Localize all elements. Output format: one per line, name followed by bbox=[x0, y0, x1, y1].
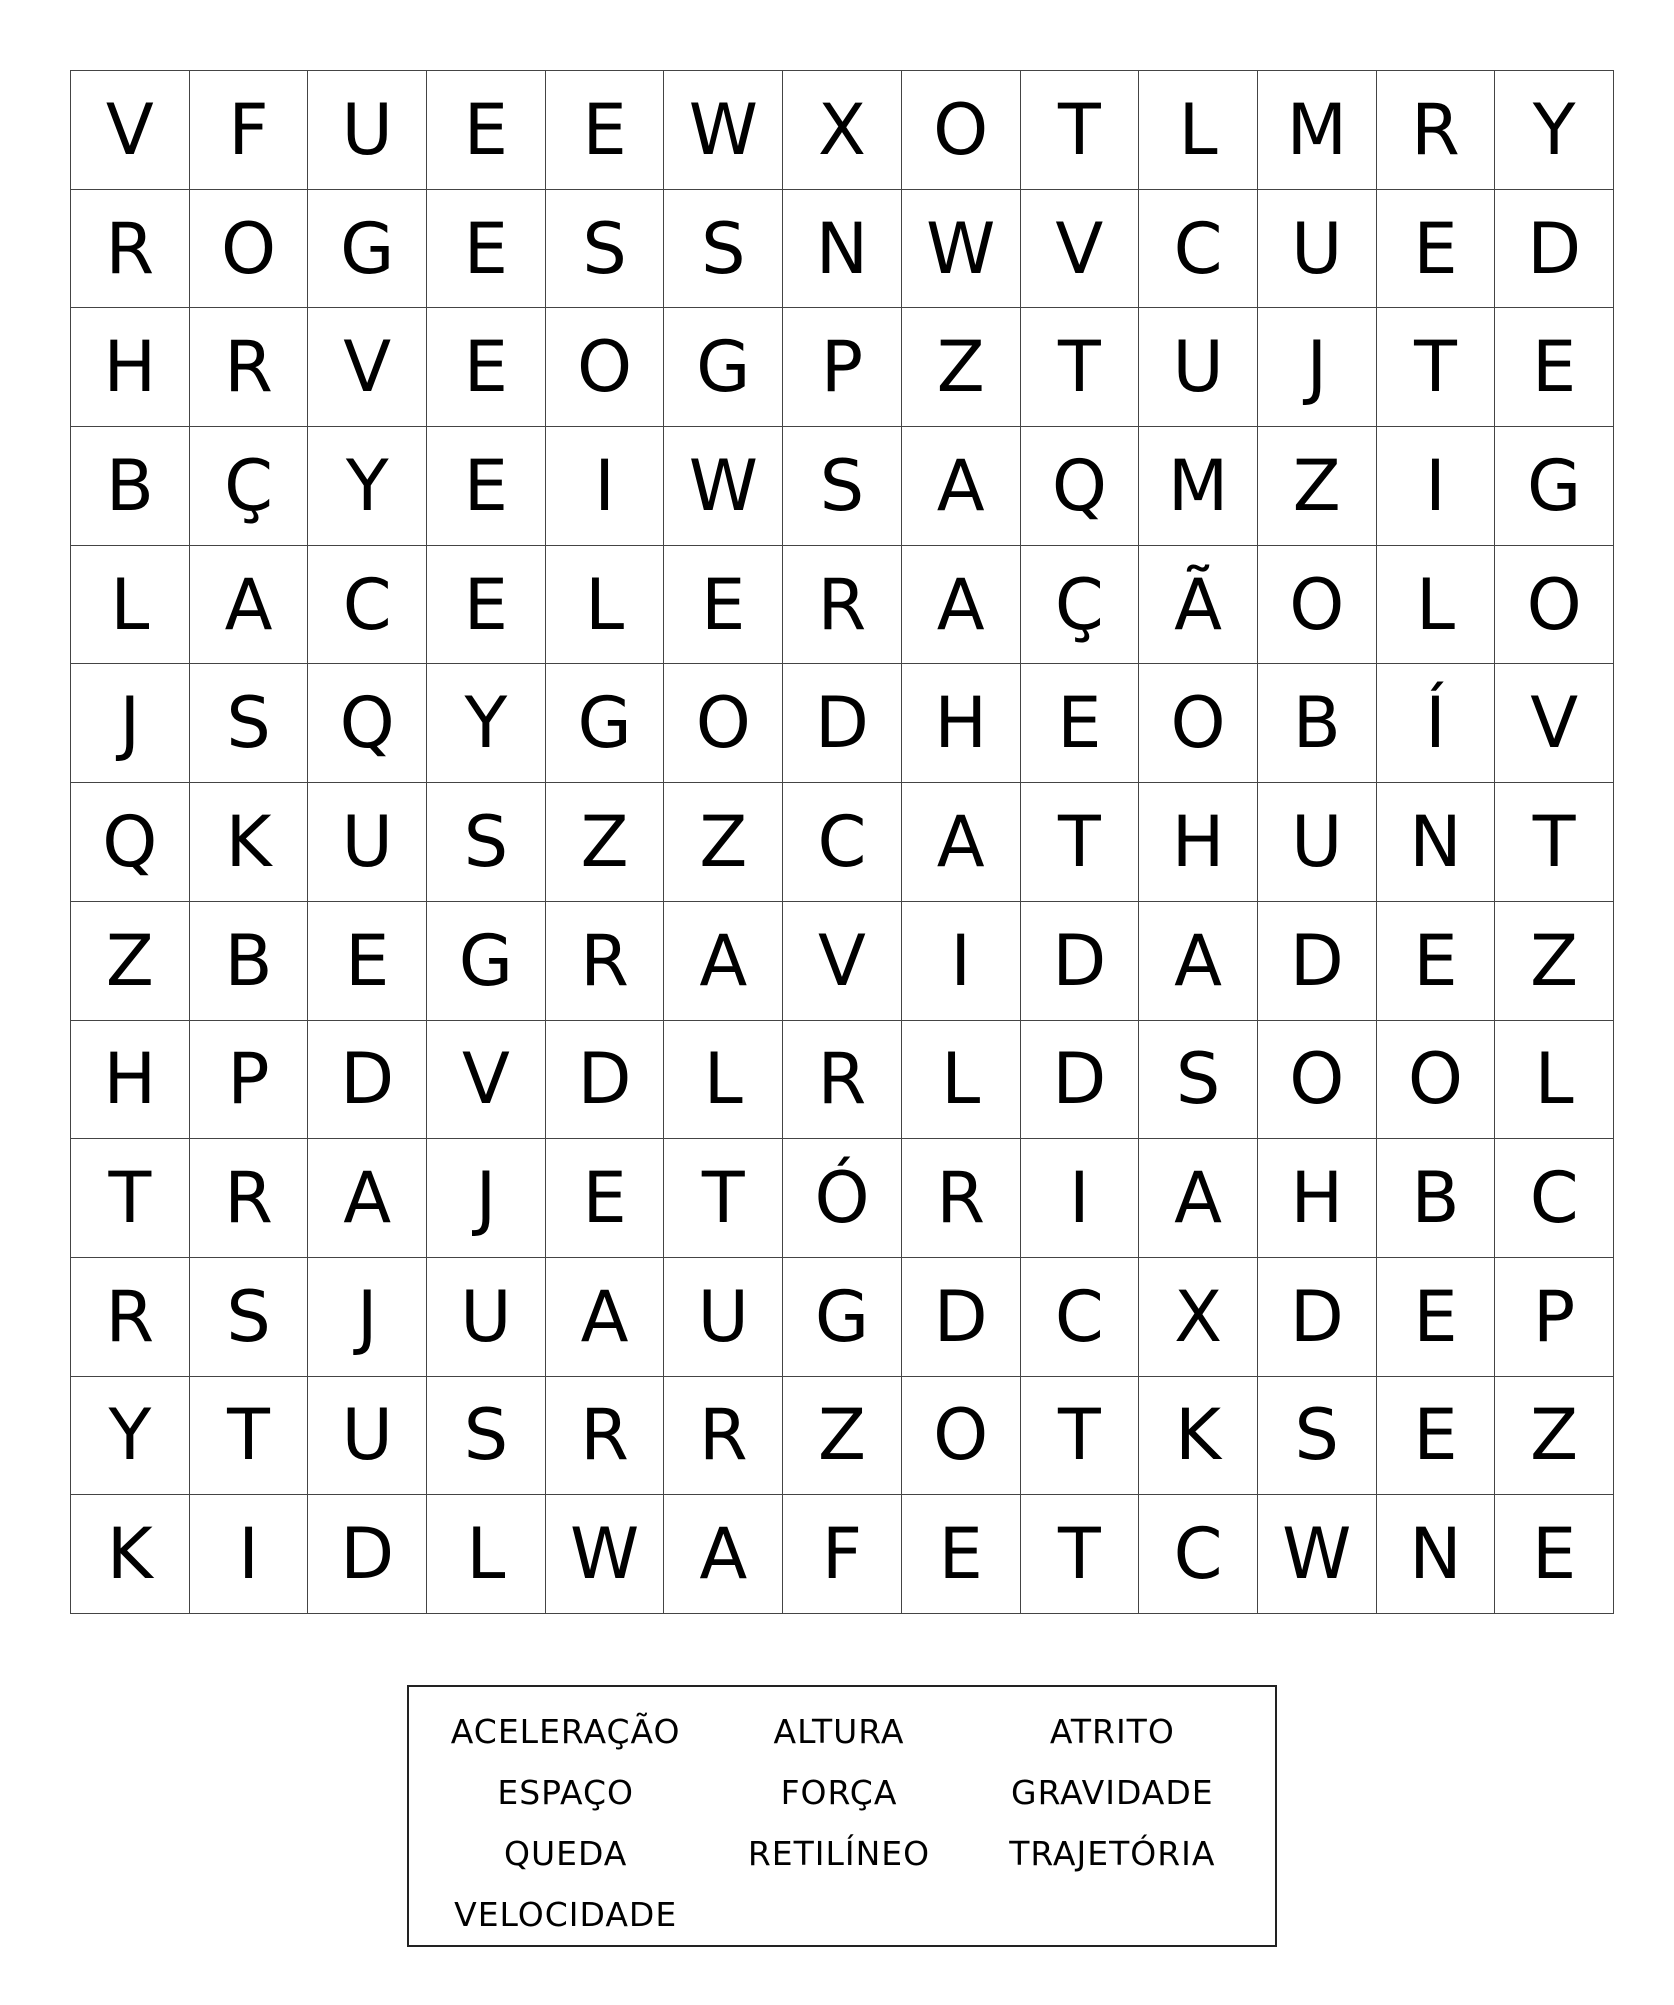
grid-cell[interactable]: A bbox=[664, 902, 783, 1021]
grid-cell[interactable]: C bbox=[308, 546, 427, 665]
grid-cell[interactable]: D bbox=[1495, 190, 1614, 309]
grid-cell[interactable]: S bbox=[427, 1377, 546, 1496]
grid-cell[interactable]: R bbox=[1377, 71, 1496, 190]
grid-cell[interactable]: T bbox=[1021, 783, 1140, 902]
grid-cell[interactable]: R bbox=[783, 1021, 902, 1140]
grid-cell[interactable]: S bbox=[427, 783, 546, 902]
grid-cell[interactable]: J bbox=[71, 664, 190, 783]
grid-cell[interactable]: T bbox=[1377, 308, 1496, 427]
grid-cell[interactable]: N bbox=[783, 190, 902, 309]
grid-cell[interactable]: K bbox=[71, 1495, 190, 1614]
grid-cell[interactable]: W bbox=[664, 71, 783, 190]
grid-cell[interactable]: R bbox=[190, 308, 309, 427]
grid-cell[interactable]: J bbox=[1258, 308, 1377, 427]
grid-cell[interactable]: O bbox=[902, 71, 1021, 190]
grid-cell[interactable]: R bbox=[664, 1377, 783, 1496]
grid-cell[interactable]: U bbox=[308, 1377, 427, 1496]
grid-cell[interactable]: J bbox=[427, 1139, 546, 1258]
grid-cell[interactable]: T bbox=[71, 1139, 190, 1258]
grid-cell[interactable]: Y bbox=[71, 1377, 190, 1496]
grid-cell[interactable]: A bbox=[190, 546, 309, 665]
grid-cell[interactable]: A bbox=[902, 783, 1021, 902]
grid-cell[interactable]: W bbox=[546, 1495, 665, 1614]
grid-cell[interactable]: T bbox=[1021, 1377, 1140, 1496]
grid-cell[interactable]: H bbox=[71, 308, 190, 427]
grid-cell[interactable]: O bbox=[546, 308, 665, 427]
grid-cell[interactable]: S bbox=[190, 664, 309, 783]
grid-cell[interactable]: O bbox=[190, 190, 309, 309]
grid-cell[interactable]: L bbox=[902, 1021, 1021, 1140]
grid-cell[interactable]: Ç bbox=[190, 427, 309, 546]
grid-cell[interactable]: E bbox=[546, 1139, 665, 1258]
grid-cell[interactable]: C bbox=[1021, 1258, 1140, 1377]
grid-cell[interactable]: E bbox=[308, 902, 427, 1021]
grid-cell[interactable]: L bbox=[427, 1495, 546, 1614]
grid-cell[interactable]: V bbox=[71, 71, 190, 190]
grid-cell[interactable]: I bbox=[546, 427, 665, 546]
word-list bbox=[407, 1685, 1277, 1947]
grid-cell[interactable]: E bbox=[1495, 1495, 1614, 1614]
grid-cell[interactable]: E bbox=[1377, 190, 1496, 309]
grid-cell[interactable]: I bbox=[190, 1495, 309, 1614]
grid-cell[interactable]: F bbox=[190, 71, 309, 190]
grid-cell[interactable]: H bbox=[1258, 1139, 1377, 1258]
grid-cell[interactable]: D bbox=[1021, 1021, 1140, 1140]
grid-cell[interactable]: V bbox=[1021, 190, 1140, 309]
grid-cell[interactable]: Z bbox=[546, 783, 665, 902]
grid-cell[interactable]: A bbox=[664, 1495, 783, 1614]
grid-cell[interactable]: E bbox=[1377, 902, 1496, 1021]
grid-cell[interactable]: M bbox=[1258, 71, 1377, 190]
grid-cell[interactable]: E bbox=[427, 308, 546, 427]
grid-cell[interactable]: L bbox=[664, 1021, 783, 1140]
grid-cell[interactable]: T bbox=[190, 1377, 309, 1496]
word-list-item: GRAVIDADE bbox=[1011, 1773, 1214, 1812]
grid-cell[interactable]: T bbox=[1021, 1495, 1140, 1614]
grid-cell[interactable]: J bbox=[308, 1258, 427, 1377]
grid-cell[interactable]: E bbox=[427, 190, 546, 309]
grid-cell[interactable]: N bbox=[1377, 783, 1496, 902]
grid-cell[interactable]: G bbox=[546, 664, 665, 783]
grid-cell[interactable]: S bbox=[783, 427, 902, 546]
grid-cell[interactable]: Z bbox=[902, 308, 1021, 427]
grid-cell[interactable]: S bbox=[190, 1258, 309, 1377]
grid-cell[interactable]: G bbox=[427, 902, 546, 1021]
grid-cell[interactable]: O bbox=[1139, 664, 1258, 783]
grid-cell[interactable]: A bbox=[1139, 1139, 1258, 1258]
grid-cell[interactable]: E bbox=[1377, 1377, 1496, 1496]
grid-cell[interactable]: H bbox=[1139, 783, 1258, 902]
grid-cell[interactable]: K bbox=[190, 783, 309, 902]
grid-cell[interactable]: Y bbox=[308, 427, 427, 546]
word-list-item: TRAJETÓRIA bbox=[1009, 1834, 1216, 1873]
grid-cell[interactable]: E bbox=[1021, 664, 1140, 783]
grid-cell[interactable]: G bbox=[783, 1258, 902, 1377]
grid-cell[interactable]: U bbox=[308, 71, 427, 190]
grid-cell[interactable]: O bbox=[1258, 1021, 1377, 1140]
grid-cell[interactable]: K bbox=[1139, 1377, 1258, 1496]
grid-cell[interactable]: E bbox=[902, 1495, 1021, 1614]
grid-cell[interactable]: F bbox=[783, 1495, 902, 1614]
grid-cell[interactable]: V bbox=[427, 1021, 546, 1140]
grid-cell[interactable]: B bbox=[1258, 664, 1377, 783]
grid-cell[interactable]: Z bbox=[1495, 1377, 1614, 1496]
grid-cell[interactable]: E bbox=[546, 71, 665, 190]
grid-cell[interactable]: S bbox=[1258, 1377, 1377, 1496]
grid-cell[interactable]: C bbox=[783, 783, 902, 902]
grid-cell[interactable]: E bbox=[427, 546, 546, 665]
grid-cell[interactable]: U bbox=[308, 783, 427, 902]
grid-cell[interactable]: U bbox=[1258, 190, 1377, 309]
grid-cell[interactable]: P bbox=[783, 308, 902, 427]
grid-cell[interactable]: Q bbox=[1021, 427, 1140, 546]
grid-cell[interactable]: G bbox=[1495, 427, 1614, 546]
grid-cell[interactable]: L bbox=[71, 546, 190, 665]
grid-cell[interactable]: Y bbox=[427, 664, 546, 783]
grid-cell[interactable]: U bbox=[1258, 783, 1377, 902]
word-list-item: ESPAÇO bbox=[497, 1773, 634, 1812]
grid-cell[interactable]: G bbox=[308, 190, 427, 309]
grid-cell[interactable]: E bbox=[664, 546, 783, 665]
grid-cell[interactable]: W bbox=[902, 190, 1021, 309]
grid-cell[interactable]: D bbox=[1258, 902, 1377, 1021]
grid-cell[interactable]: A bbox=[902, 427, 1021, 546]
grid-cell[interactable]: R bbox=[902, 1139, 1021, 1258]
grid-cell[interactable]: E bbox=[427, 71, 546, 190]
grid-cell[interactable]: C bbox=[1495, 1139, 1614, 1258]
grid-cell[interactable]: Z bbox=[1258, 427, 1377, 546]
grid-cell[interactable]: X bbox=[1139, 1258, 1258, 1377]
grid-cell[interactable]: A bbox=[546, 1258, 665, 1377]
grid-cell[interactable]: D bbox=[902, 1258, 1021, 1377]
grid-cell[interactable]: S bbox=[546, 190, 665, 309]
grid-cell[interactable]: E bbox=[1377, 1258, 1496, 1377]
grid-cell[interactable]: O bbox=[664, 664, 783, 783]
grid-cell[interactable]: D bbox=[1021, 902, 1140, 1021]
grid-cell[interactable]: R bbox=[546, 902, 665, 1021]
grid-cell[interactable]: L bbox=[1377, 546, 1496, 665]
grid-cell[interactable]: D bbox=[783, 664, 902, 783]
grid-cell[interactable]: G bbox=[664, 308, 783, 427]
grid-cell[interactable]: Z bbox=[664, 783, 783, 902]
grid-cell[interactable]: Ó bbox=[783, 1139, 902, 1258]
grid-cell[interactable]: T bbox=[1495, 783, 1614, 902]
word-list-item: ALTURA bbox=[773, 1712, 905, 1751]
grid-cell[interactable]: D bbox=[1258, 1258, 1377, 1377]
grid-cell[interactable]: Q bbox=[71, 783, 190, 902]
grid-cell[interactable]: P bbox=[1495, 1258, 1614, 1377]
grid-cell[interactable]: L bbox=[546, 546, 665, 665]
grid-cell[interactable]: A bbox=[308, 1139, 427, 1258]
grid-cell[interactable]: V bbox=[1495, 664, 1614, 783]
word-list-item: RETILÍNEO bbox=[747, 1834, 931, 1873]
grid-cell[interactable]: B bbox=[190, 902, 309, 1021]
grid-cell[interactable]: I bbox=[1021, 1139, 1140, 1258]
grid-cell[interactable]: N bbox=[1377, 1495, 1496, 1614]
grid-cell[interactable]: O bbox=[1258, 546, 1377, 665]
word-list-item: ACELERAÇÃO bbox=[450, 1712, 681, 1751]
word-list-item: VELOCIDADE bbox=[454, 1895, 678, 1934]
grid-cell[interactable]: W bbox=[664, 427, 783, 546]
word-list-item: FORÇA bbox=[780, 1773, 898, 1812]
grid-cell[interactable]: L bbox=[1495, 1021, 1614, 1140]
grid-cell[interactable]: T bbox=[664, 1139, 783, 1258]
grid-cell[interactable]: W bbox=[1258, 1495, 1377, 1614]
word-list-item: ATRITO bbox=[1049, 1712, 1175, 1751]
grid-cell[interactable]: E bbox=[1495, 308, 1614, 427]
grid-cell[interactable]: A bbox=[1139, 902, 1258, 1021]
grid-cell[interactable]: U bbox=[664, 1258, 783, 1377]
grid-cell[interactable]: T bbox=[1021, 71, 1140, 190]
grid-cell[interactable]: V bbox=[783, 902, 902, 1021]
grid-cell[interactable]: Ã bbox=[1139, 546, 1258, 665]
grid-cell[interactable]: A bbox=[902, 546, 1021, 665]
grid-cell[interactable]: R bbox=[783, 546, 902, 665]
grid-cell[interactable]: V bbox=[308, 308, 427, 427]
letter-grid bbox=[70, 70, 1614, 1614]
grid-cell[interactable]: D bbox=[546, 1021, 665, 1140]
grid-cell[interactable]: Ç bbox=[1021, 546, 1140, 665]
grid-cell[interactable]: S bbox=[1139, 1021, 1258, 1140]
grid-cell[interactable]: R bbox=[71, 1258, 190, 1377]
grid-cell[interactable]: S bbox=[664, 190, 783, 309]
grid-cell[interactable]: O bbox=[1495, 546, 1614, 665]
grid-cell[interactable]: C bbox=[1139, 1495, 1258, 1614]
grid-cell[interactable]: O bbox=[1377, 1021, 1496, 1140]
grid-cell[interactable]: Z bbox=[71, 902, 190, 1021]
grid-cell[interactable]: M bbox=[1139, 427, 1258, 546]
grid-cell[interactable]: R bbox=[190, 1139, 309, 1258]
grid-cell[interactable]: Q bbox=[308, 664, 427, 783]
grid-cell[interactable]: U bbox=[1139, 308, 1258, 427]
grid-cell[interactable]: P bbox=[190, 1021, 309, 1140]
grid-cell[interactable]: H bbox=[902, 664, 1021, 783]
grid-cell[interactable]: Z bbox=[783, 1377, 902, 1496]
grid-cell[interactable]: Z bbox=[1495, 902, 1614, 1021]
grid-cell[interactable]: I bbox=[902, 902, 1021, 1021]
grid-cell[interactable]: H bbox=[71, 1021, 190, 1140]
grid-cell[interactable]: B bbox=[71, 427, 190, 546]
grid-cell[interactable]: U bbox=[427, 1258, 546, 1377]
word-list-item: QUEDA bbox=[503, 1834, 628, 1873]
grid-cell[interactable]: L bbox=[1139, 71, 1258, 190]
grid-cell[interactable]: X bbox=[783, 71, 902, 190]
grid-cell[interactable]: C bbox=[1139, 190, 1258, 309]
grid-cell[interactable]: Y bbox=[1495, 71, 1614, 190]
grid-cell[interactable]: D bbox=[308, 1021, 427, 1140]
grid-cell[interactable]: E bbox=[427, 427, 546, 546]
grid-cell[interactable]: D bbox=[308, 1495, 427, 1614]
grid-cell[interactable]: R bbox=[546, 1377, 665, 1496]
grid-cell[interactable]: R bbox=[71, 190, 190, 309]
grid-cell[interactable]: T bbox=[1021, 308, 1140, 427]
grid-cell[interactable]: Í bbox=[1377, 664, 1496, 783]
grid-cell[interactable]: O bbox=[902, 1377, 1021, 1496]
grid-cell[interactable]: B bbox=[1377, 1139, 1496, 1258]
grid-cell[interactable]: I bbox=[1377, 427, 1496, 546]
